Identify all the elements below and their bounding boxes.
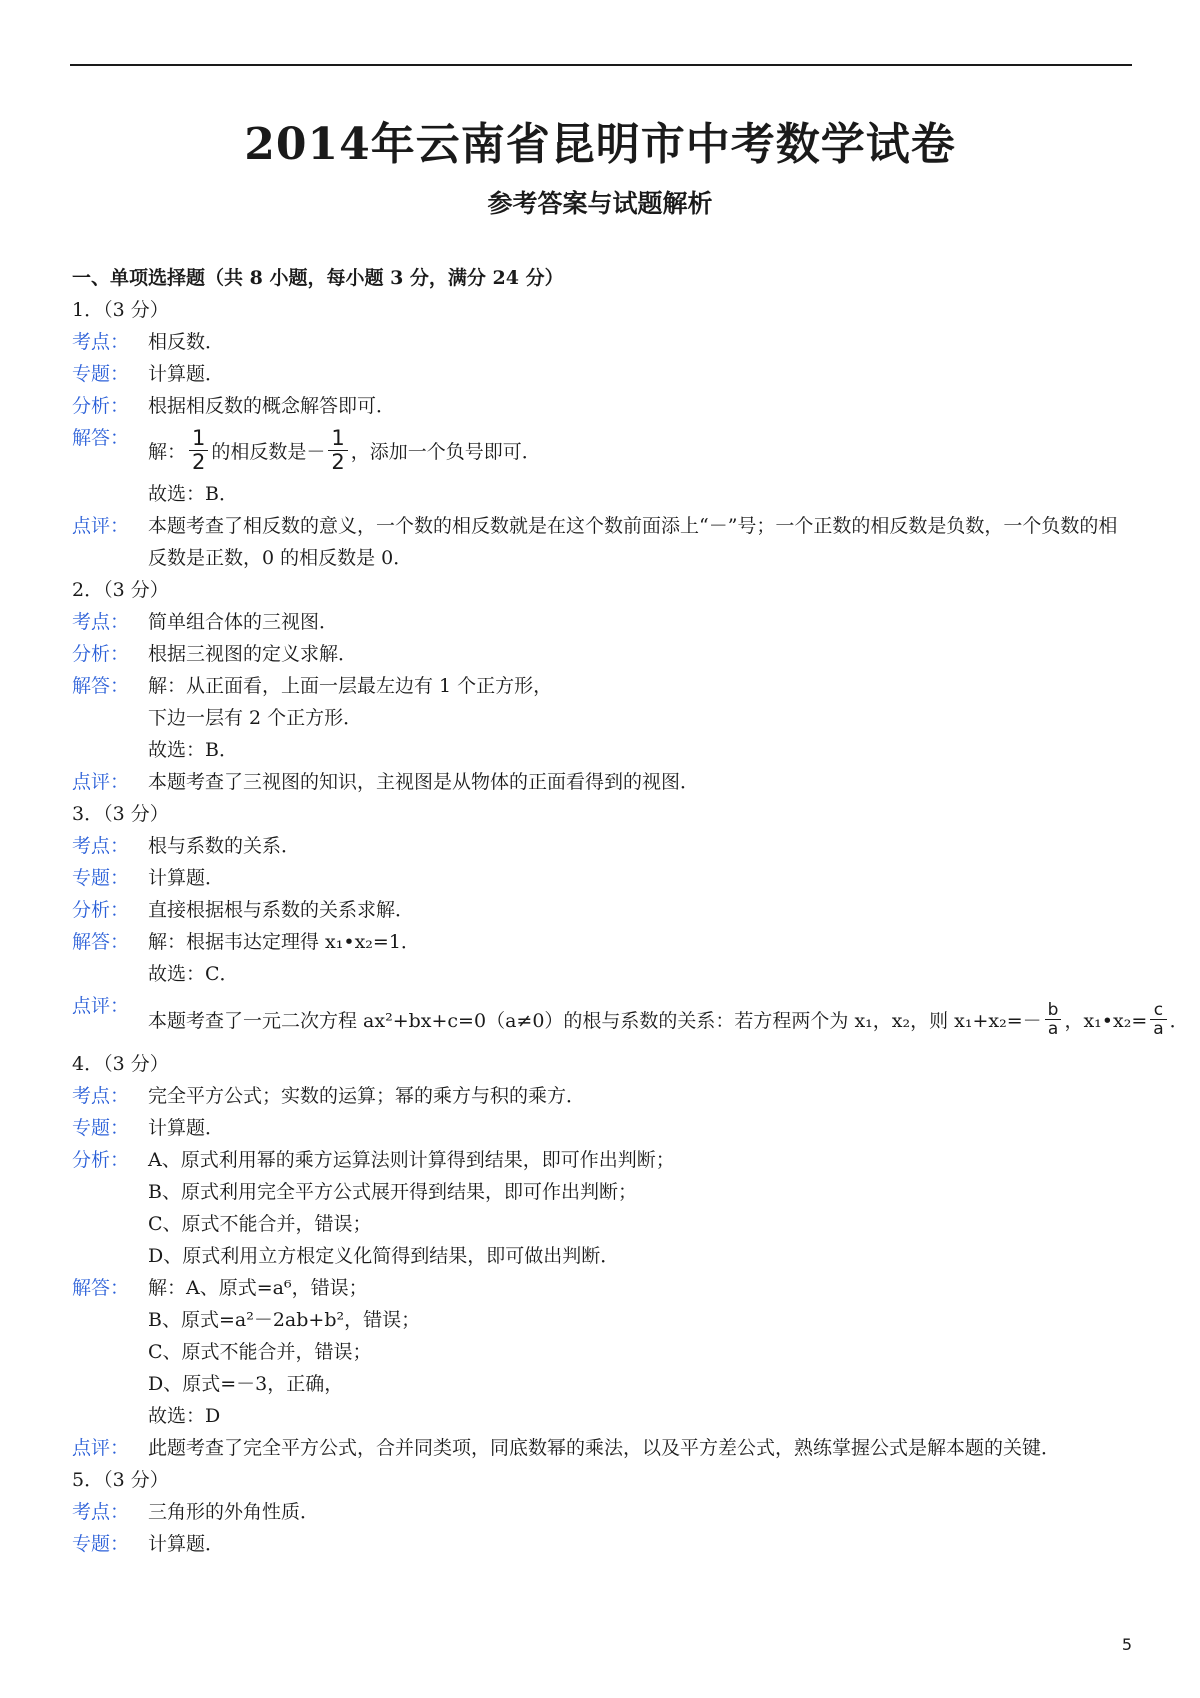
q4-fenxi-line: B、原式利用完全平方公式展开得到结果，即可作出判断；: [148, 1181, 637, 1203]
fraction-denominator: a: [1045, 1019, 1061, 1038]
label-jieda: 解答：: [72, 1277, 130, 1299]
q3-dianping-end: ．: [1169, 1009, 1189, 1032]
fraction-numerator: 1: [192, 425, 206, 450]
header-rule: [70, 64, 1132, 66]
q2-kaodian: [72, 606, 1132, 638]
q2-dianping: [72, 766, 1132, 798]
q4-kaodian: [72, 1080, 1132, 1112]
label-fenxi: 分析：: [72, 395, 130, 417]
q4-solution-line: D、原式=－3，正确，: [148, 1373, 344, 1395]
q5-zhuanti: [72, 1528, 1132, 1560]
q1-fenxi: [72, 390, 1132, 422]
q2-dianping-text: 本题考查了三视图的知识，主视图是从物体的正面看得到的视图．: [148, 771, 700, 793]
q1-kaodian-text: 相反数．: [148, 331, 225, 353]
q3-zhuanti-text: 计算题．: [148, 867, 225, 889]
fraction-one-half: [189, 427, 208, 474]
label-kaodian: 考点：: [72, 611, 130, 633]
question-5-header: 5．（3 分）: [72, 1469, 169, 1491]
q3-answer: 故选：C．: [148, 963, 239, 985]
q2-jieda: [72, 670, 1132, 766]
q1-jieda: [72, 422, 1132, 510]
q4-kaodian-text: 完全平方公式；实数的运算；幂的乘方与积的乘方．: [148, 1085, 586, 1107]
q3-kaodian: [72, 830, 1132, 862]
q1-answer: 故选：B．: [148, 483, 238, 505]
q4-dianping: [72, 1432, 1132, 1464]
q3-solution-line: 解：根据韦达定理得 x₁•x₂=1．: [148, 931, 420, 953]
q3-zhuanti: [72, 862, 1132, 894]
q3-jieda: [72, 926, 1132, 990]
q5-kaodian-text: 三角形的外角性质．: [148, 1501, 320, 1523]
question-3-header: 3．（3 分）: [72, 803, 169, 825]
label-kaodian: 考点：: [72, 331, 130, 353]
page-subtitle: 参考答案与试题解析: [487, 189, 713, 218]
page-number: 5: [1121, 1635, 1132, 1654]
fraction-denominator: 2: [328, 450, 347, 474]
page-title: 2014年云南省昆明市中考数学试卷: [244, 119, 956, 170]
q4-answer: 故选：D: [148, 1405, 221, 1427]
q1-dianping: [72, 510, 1132, 574]
q3-fenxi-text: 直接根据根与系数的关系求解．: [148, 899, 415, 921]
q1-solution-suffix: ，添加一个负号即可．: [350, 440, 541, 463]
fraction-numerator: c: [1153, 999, 1164, 1020]
q3-dianping-mid: ，x₁•x₂=: [1064, 1009, 1148, 1032]
q5-zhuanti-text: 计算题．: [148, 1533, 225, 1555]
fraction-c-over-a: [1150, 1001, 1166, 1038]
q4-solution-line: 解：A、原式=a⁶，错误；: [148, 1277, 368, 1299]
q4-zhuanti: [72, 1112, 1132, 1144]
fraction-denominator: a: [1150, 1019, 1166, 1038]
fraction-numerator: 1: [331, 425, 345, 450]
q4-solution-line: B、原式=a²－2ab+b²，错误；: [148, 1309, 421, 1331]
q2-fenxi: [72, 638, 1132, 670]
document-content: [72, 262, 1189, 1560]
q3-dianping-formula: [148, 990, 1189, 1048]
label-dianping: 点评：: [72, 995, 130, 1017]
question-2-header: 2．（3 分）: [72, 579, 169, 601]
q4-fenxi-line: D、原式利用立方根定义化简得到结果，即可做出判断．: [148, 1245, 620, 1267]
q1-zhuanti-text: 计算题．: [148, 363, 225, 385]
label-zhuanti: 专题：: [72, 363, 130, 385]
label-zhuanti: 专题：: [72, 867, 130, 889]
q4-zhuanti-text: 计算题．: [148, 1117, 225, 1139]
q4-solution-line: C、原式不能合并，错误；: [148, 1341, 372, 1363]
label-fenxi: 分析：: [72, 643, 130, 665]
label-jieda: 解答：: [72, 675, 130, 697]
question-1-header: 1．（3 分）: [72, 299, 169, 321]
q3-dianping: [72, 990, 1189, 1048]
q2-fenxi-text: 根据三视图的定义求解．: [148, 643, 358, 665]
q4-jieda: [72, 1272, 1132, 1432]
q4-fenxi: [72, 1144, 1132, 1272]
q1-zhuanti: [72, 358, 1132, 390]
label-zhuanti: 专题：: [72, 1117, 130, 1139]
fraction-denominator: 2: [189, 450, 208, 474]
q2-solution-line: 下边一层有 2 个正方形．: [148, 707, 363, 729]
fraction-b-over-a: [1045, 1001, 1062, 1038]
fraction-numerator: b: [1047, 999, 1059, 1020]
q3-kaodian-text: 根与系数的关系．: [148, 835, 301, 857]
q4-dianping-text: 此题考查了完全平方公式，合并同类项，同底数幂的乘法，以及平方差公式，熟练掌握公式是解本题的关键．: [148, 1437, 1061, 1459]
question-4-header: 4．（3 分）: [72, 1053, 169, 1075]
q4-fenxi-line: C、原式不能合并，错误；: [148, 1213, 372, 1235]
q5-kaodian: [72, 1496, 1132, 1528]
section-title: 一、单项选择题（共 8 小题，每小题 3 分，满分 24 分）: [72, 267, 564, 289]
label-jieda: 解答：: [72, 931, 130, 953]
label-dianping: 点评：: [72, 1437, 130, 1459]
label-zhuanti: 专题：: [72, 1533, 130, 1555]
q3-dianping-text: 本题考查了一元二次方程 ax²+bx+c=0（a≠0）的根与系数的关系：若方程两个为 x₁，x₂，则 x₁+x₂=－: [148, 1009, 1042, 1032]
q2-answer: 故选：B．: [148, 739, 238, 761]
label-fenxi: 分析：: [72, 899, 130, 921]
q3-fenxi: [72, 894, 1132, 926]
q2-solution-line: 解：从正面看，上面一层最左边有 1 个正方形，: [148, 675, 553, 697]
label-jieda: 解答：: [72, 427, 130, 449]
q1-dianping-text: 本题考查了相反数的意义，一个数的相反数就是在这个数前面添上“－”号；一个正数的相反数是负数，一个负数的相反数是正数，0 的相反数是 0．: [148, 515, 1118, 569]
q1-solution-line: [148, 422, 1132, 478]
q4-fenxi-line: A、原式利用幂的乘方运算法则计算得到结果，即可作出判断；: [148, 1149, 675, 1171]
label-kaodian: 考点：: [72, 1085, 130, 1107]
q1-fenxi-text: 根据相反数的概念解答即可．: [148, 395, 396, 417]
q2-kaodian-text: 简单组合体的三视图．: [148, 611, 339, 633]
label-kaodian: 考点：: [72, 1501, 130, 1523]
fraction-one-half-negative: [328, 427, 347, 474]
q1-kaodian: [72, 326, 1132, 358]
label-dianping: 点评：: [72, 515, 130, 537]
q1-solution-mid: 的相反数是－: [211, 440, 326, 463]
label-kaodian: 考点：: [72, 835, 130, 857]
label-dianping: 点评：: [72, 771, 130, 793]
q1-solution-prefix: 解：: [148, 440, 187, 463]
label-fenxi: 分析：: [72, 1149, 130, 1171]
